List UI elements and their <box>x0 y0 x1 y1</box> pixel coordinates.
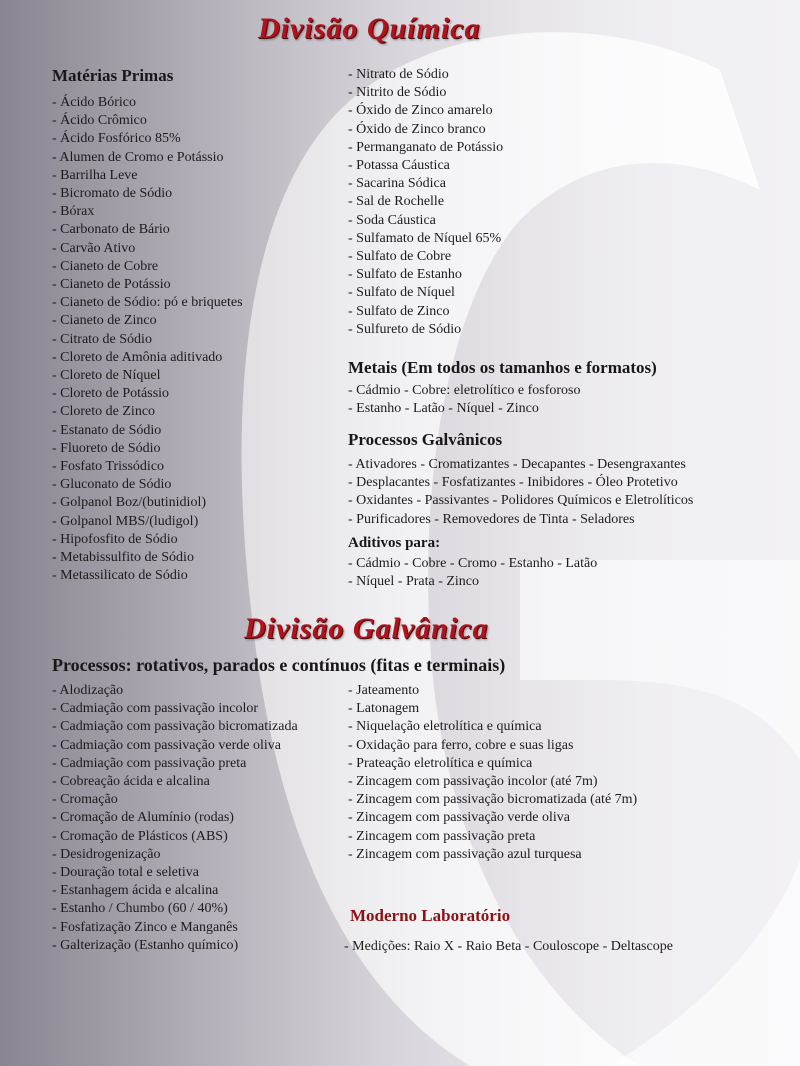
list-item: - Bicromato de Sódio <box>52 185 243 203</box>
laboratorio-list <box>344 938 673 956</box>
list-item: - Cadmiação com passivação verde oliva <box>52 737 298 755</box>
list-item: - Metabissulfito de Sódio <box>52 549 243 567</box>
list-item: - Fluoreto de Sódio <box>52 440 243 458</box>
list-item: - Cianeto de Zinco <box>52 312 243 330</box>
list-item: - Zincagem com passivação preta <box>348 828 637 846</box>
list-item: - Cromação de Plásticos (ABS) <box>52 828 298 846</box>
list-item: - Sulfato de Cobre <box>348 248 503 266</box>
list-item: - Alumen de Cromo e Potássio <box>52 149 243 167</box>
list-item: - Sacarina Sódica <box>348 175 503 193</box>
processos-galvanicos-list <box>348 456 693 529</box>
list-item: - Barrilha Leve <box>52 167 243 185</box>
metais-heading: Metais (Em todos os tamanhos e formatos) <box>348 358 657 377</box>
materias-primas-list-right <box>348 66 503 339</box>
list-item: - Sulfureto de Sódio <box>348 321 503 339</box>
list-item: - Fosfato Trissódico <box>52 458 243 476</box>
list-item: - Óxido de Zinco branco <box>348 121 503 139</box>
galvanica-processos-list-left <box>52 682 298 955</box>
materias-primas-heading: Matérias Primas <box>52 66 174 85</box>
list-item: - Ácido Bórico <box>52 94 243 112</box>
list-item: - Cloreto de Zinco <box>52 403 243 421</box>
list-item: - Golpanol Boz/(butinidiol) <box>52 494 243 512</box>
list-item: - Permanganato de Potássio <box>348 139 503 157</box>
list-item: - Jateamento <box>348 682 637 700</box>
list-item: - Cadmiação com passivação preta <box>52 755 298 773</box>
list-item: - Óxido de Zinco amarelo <box>348 102 503 120</box>
materias-primas-list-left <box>52 94 243 585</box>
division-quimica-title: Divisão Química <box>258 12 481 45</box>
galvanica-processos-list-right <box>348 682 637 864</box>
list-item: - Latonagem <box>348 700 637 718</box>
list-item: - Cloreto de Amônia aditivado <box>52 349 243 367</box>
list-item: - Metassilicato de Sódio <box>52 567 243 585</box>
list-item: - Ácido Crômico <box>52 112 243 130</box>
list-item: - Ácido Fosfórico 85% <box>52 130 243 148</box>
list-item: - Purificadores - Removedores de Tinta - Seladores <box>348 511 693 529</box>
list-item: - Sulfato de Níquel <box>348 284 503 302</box>
list-item: - Gluconato de Sódio <box>52 476 243 494</box>
list-item: - Medições: Raio X - Raio Beta - Couloscope - Deltascope <box>344 938 673 956</box>
list-item: - Oxidantes - Passivantes - Polidores Químicos e Eletrolíticos <box>348 492 693 510</box>
list-item: - Ativadores - Cromatizantes - Decapantes - Desengraxantes <box>348 456 693 474</box>
list-item: - Cloreto de Níquel <box>52 367 243 385</box>
list-item: - Desplacantes - Fosfatizantes - Inibidores - Óleo Protetivo <box>348 474 693 492</box>
division-galvanica-title: Divisão Galvânica <box>244 612 489 645</box>
processos-galvanicos-heading: Processos Galvânicos <box>348 430 503 449</box>
list-item: - Cianeto de Cobre <box>52 258 243 276</box>
list-item: - Cádmio - Cobre: eletrolítico e fosforoso <box>348 382 581 400</box>
list-item: - Sulfamato de Níquel 65% <box>348 230 503 248</box>
list-item: - Cadmiação com passivação bicromatizada <box>52 718 298 736</box>
list-item: - Estanhagem ácida e alcalina <box>52 882 298 900</box>
list-item: - Potassa Cáustica <box>348 157 503 175</box>
list-item: - Cianeto de Sódio: pó e briquetes <box>52 294 243 312</box>
list-item: - Níquel - Prata - Zinco <box>348 573 597 591</box>
list-item: - Sulfato de Estanho <box>348 266 503 284</box>
list-item: - Sal de Rochelle <box>348 193 503 211</box>
aditivos-list <box>348 555 597 591</box>
list-item: - Cromação de Alumínio (rodas) <box>52 809 298 827</box>
list-item: - Cloreto de Potássio <box>52 385 243 403</box>
list-item: - Golpanol MBS/(ludigol) <box>52 513 243 531</box>
list-item: - Nitrito de Sódio <box>348 84 503 102</box>
list-item: - Zincagem com passivação incolor (até 7m) <box>348 773 637 791</box>
list-item: - Carbonato de Bário <box>52 221 243 239</box>
galvanica-processos-heading: Processos: rotativos, parados e contínuos (fitas e terminais) <box>52 655 506 675</box>
list-item: - Zincagem com passivação azul turquesa <box>348 846 637 864</box>
list-item: - Estanho / Chumbo (60 / 40%) <box>52 900 298 918</box>
list-item: - Niquelação eletrolítica e química <box>348 718 637 736</box>
list-item: - Zincagem com passivação verde oliva <box>348 809 637 827</box>
list-item: - Cianeto de Potássio <box>52 276 243 294</box>
list-item: - Carvão Ativo <box>52 240 243 258</box>
list-item: - Hipofosfito de Sódio <box>52 531 243 549</box>
list-item: - Oxidação para ferro, cobre e suas ligas <box>348 737 637 755</box>
list-item: - Cádmio - Cobre - Cromo - Estanho - Latão <box>348 555 597 573</box>
list-item: - Galterização (Estanho químico) <box>52 937 298 955</box>
list-item: - Fosfatização Zinco e Manganês <box>52 919 298 937</box>
list-item: - Bórax <box>52 203 243 221</box>
list-item: - Soda Cáustica <box>348 212 503 230</box>
list-item: - Prateação eletrolítica e química <box>348 755 637 773</box>
list-item: - Nitrato de Sódio <box>348 66 503 84</box>
aditivos-heading: Aditivos para: <box>348 535 441 551</box>
list-item: - Zincagem com passivação bicromatizada (até 7m) <box>348 791 637 809</box>
list-item: - Sulfato de Zinco <box>348 303 503 321</box>
list-item: - Cadmiação com passivação incolor <box>52 700 298 718</box>
list-item: - Douração total e seletiva <box>52 864 298 882</box>
list-item: - Cromação <box>52 791 298 809</box>
laboratorio-heading: Moderno Laboratório <box>350 906 511 925</box>
list-item: - Alodização <box>52 682 298 700</box>
list-item: - Estanho - Latão - Níquel - Zinco <box>348 400 581 418</box>
list-item: - Desidrogenização <box>52 846 298 864</box>
list-item: - Citrato de Sódio <box>52 331 243 349</box>
list-item: - Estanato de Sódio <box>52 422 243 440</box>
list-item: - Cobreação ácida e alcalina <box>52 773 298 791</box>
metais-list <box>348 382 581 418</box>
